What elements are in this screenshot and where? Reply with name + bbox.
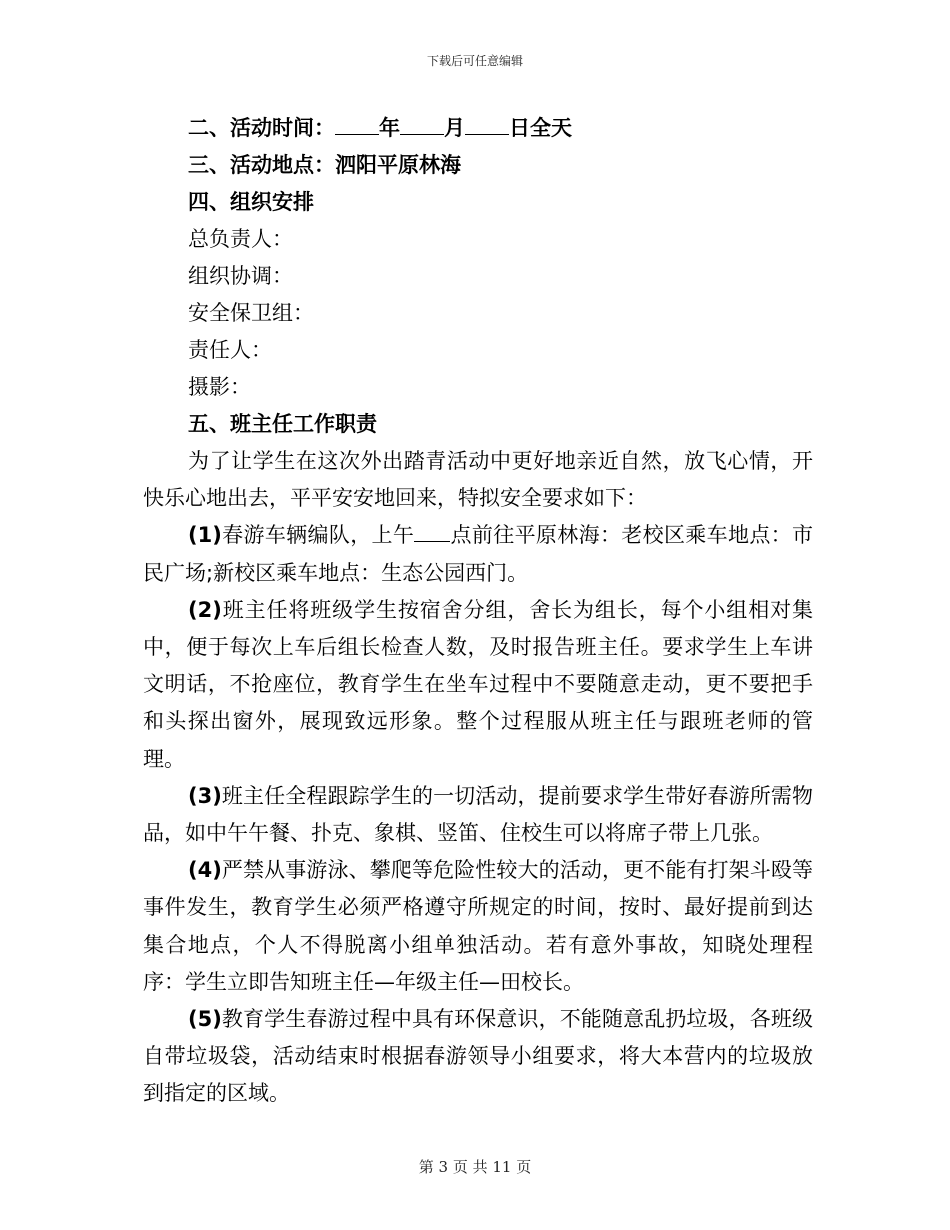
document-body (143, 110, 813, 1113)
page-footer: 第 3 页 共 11 页 (418, 1158, 532, 1176)
requirement-1 (143, 517, 813, 591)
org-item-coordination: 组织协调： (188, 264, 293, 288)
requirement-1-text-b: 点前往平原林海：老校区乘车地点：市民广场;新校区乘车地点：生态公园西门。 (143, 523, 814, 585)
day-blank (465, 112, 509, 135)
requirement-5-text: 教育学生春游过程中具有环保意识，不能随意乱扔垃圾，各班级自带垃圾袋，活动结束时根据春游领导小组要求，将大本营内的垃圾放到指定的区域。 (143, 1007, 813, 1106)
section-2-activity-time (143, 110, 813, 147)
requirement-2 (143, 592, 813, 778)
page-header: 下载后可任意编辑 (426, 54, 523, 68)
org-item-photography: 摄影： (188, 375, 251, 399)
requirement-5 (143, 1001, 813, 1113)
requirement-5-number: (5) (188, 1007, 222, 1032)
day-label: 日全天 (509, 116, 572, 140)
section-5-intro: 为了让学生在这次外出踏青活动中更好地亲近自然，放飞心情，开快乐心地出去，平平安安地回来，特拟安全要求如下： (143, 449, 813, 511)
requirement-3 (143, 778, 813, 852)
year-label: 年 (379, 116, 400, 140)
requirement-3-number: (3) (188, 783, 222, 808)
year-blank (335, 112, 379, 135)
requirement-4-number: (4) (188, 858, 222, 883)
month-blank (400, 112, 444, 135)
section-2-label: 二、活动时间： (188, 116, 335, 140)
requirement-4 (143, 852, 813, 1001)
requirement-1-number: (1) (188, 523, 222, 548)
org-item-security: 安全保卫组： (188, 301, 314, 325)
time-blank (414, 519, 450, 542)
requirement-2-number: (2) (188, 597, 222, 622)
requirement-3-text: 班主任全程跟踪学生的一切活动，提前要求学生带好春游所需物品，如中午午餐、扑克、象棋、竖笛、住校生可以将席子带上几张。 (143, 783, 813, 846)
org-item-chief: 总负责人： (188, 227, 293, 251)
section-3-location: 三、活动地点：泗阳平原林海 (188, 153, 461, 177)
section-5-title: 五、班主任工作职责 (188, 412, 377, 436)
requirement-4-text: 严禁从事游泳、攀爬等危险性较大的活动，更不能有打架斗殴等事件发生，教育学生必须严格遵守所规定的时间，按时、最好提前到达集合地点，个人不得脱离小组单独活动。若有意外事故，知晓处理程序：学生立即告知班主任—年级主任—田校长。 (143, 858, 813, 994)
requirement-1-text-a: 春游车辆编队，上午 (221, 523, 415, 548)
section-4-title: 四、组织安排 (188, 190, 314, 214)
requirement-2-text: 班主任将班级学生按宿舍分组，舍长为组长，每个小组相对集中，便于每次上车后组长检查人数，及时报告班主任。要求学生上车讲文明话，不抢座位，教育学生在坐车过程中不要随意走动，更不要把手和头探出窗外，展现致远形象。整个过程服从班主任与跟班老师的管理。 (143, 597, 813, 771)
org-item-responsible: 责任人： (188, 338, 272, 362)
month-label: 月 (444, 116, 465, 140)
